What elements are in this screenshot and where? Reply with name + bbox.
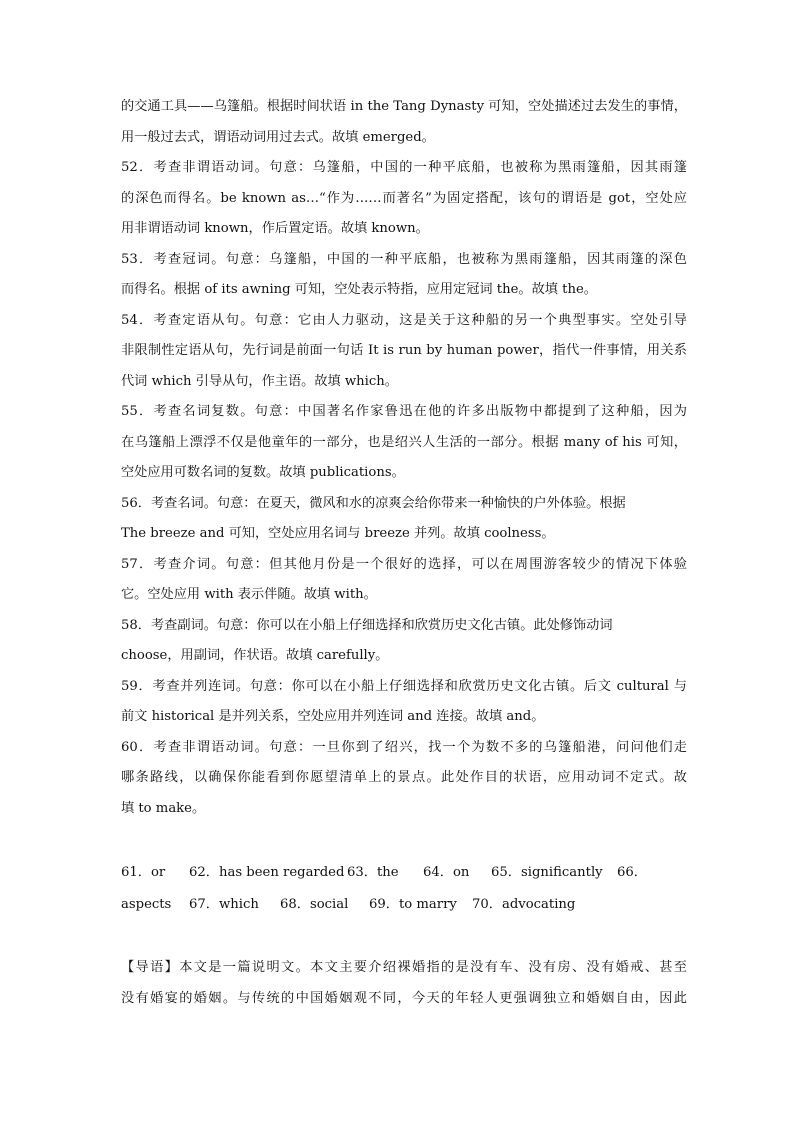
answer-row-1 <box>121 857 687 889</box>
explanation-line: choose，用副词，作状语。故填 carefully。 <box>121 648 389 663</box>
answer-65: 65．significantly <box>491 865 603 880</box>
explanation-line: 而得名。根据 of its awning 可知，空处表示特指，应用定冠词 the。故填 the。 <box>121 282 597 297</box>
explanation-line: 59．考查并列连词。句意：你可以在小船上仔细选择和欣赏历史文化古镇。后文 cultural 与 <box>121 678 687 694</box>
answer-69: 69．to marry <box>369 897 457 912</box>
explanation-line: 前文 historical 是并列关系，空处应用并列连词 and 连接。故填 and。 <box>121 709 545 724</box>
answer-63: 63．the <box>347 865 399 880</box>
answer-68: 68．social <box>280 897 349 912</box>
explanation-line: 56．考查名词。句意：在夏天，微风和水的凉爽会给你带来一种愉快的户外体验。根据 <box>121 495 626 511</box>
guide-paragraph <box>121 953 687 1014</box>
answer-explanations <box>121 92 687 824</box>
explanation-line: 填 to make。 <box>121 800 206 816</box>
explanation-line: 57．考查介词。句意：但其他月份是一个很好的选择，可以在周围游客较少的情况下体验 <box>121 556 687 572</box>
answer-62: 62．has been regarded <box>189 865 345 880</box>
explanation-line: 代词 which 引导从句，作主语。故填 which。 <box>121 373 398 389</box>
answer-70: 70．advocating <box>472 897 576 912</box>
explanation-line: 60．考查非谓语动词。句意：一旦你到了绍兴，找一个为数不多的乌篷船港，问问他们走 <box>121 739 687 755</box>
explanation-line: 空处应用可数名词的复数。故填 publications。 <box>121 465 405 480</box>
explanation-line: 的交通工具——乌篷船。根据时间状语 in the Tang Dynasty 可知，空处描述过去发生的事情， <box>121 99 687 114</box>
explanation-line: 非限制性定语从句，先行词是前面一句话 It is run by human power，指代一件事情，用关系 <box>121 343 687 358</box>
explanation-line: 55．考查名词复数。句意：中国著名作家鲁迅在他的许多出版物中都提到了这种船，因为 <box>121 404 687 419</box>
guide-line: 没有婚宴的婚姻。与传统的中国婚姻观不同，今天的年轻人更强调独立和婚姻自由，因此 <box>121 990 687 1006</box>
explanation-line: 它。空处应用 with 表示伴随。故填 with。 <box>121 587 377 602</box>
explanation-line: 哪条路线，以确保你能看到你愿望清单上的景点。此处作目的状语，应用动词不定式。故 <box>121 770 687 785</box>
answer-64: 64．on <box>423 865 470 880</box>
answer-61: 61．or <box>121 865 166 880</box>
explanation-line: The breeze and 可知，空处应用名词与 breeze 并列。故填 coolness。 <box>121 526 555 541</box>
answer-66-cont: aspects <box>121 897 172 912</box>
explanation-line: 在乌篷船上漂浮不仅是他童年的一部分，也是绍兴人生活的一部分。根据 many of his 可知， <box>121 434 687 450</box>
explanation-line: 54．考查定语从句。句意：它由人力驱动，这是关于这种船的另一个典型事实。空处引导 <box>121 312 687 328</box>
explanation-line: 58．考查副词。句意：你可以在小船上仔细选择和欣赏历史文化古镇。此处修饰动词 <box>121 617 613 633</box>
guide-line: 【导语】本文是一篇说明文。本文主要介绍裸婚指的是没有车、没有房、没有婚戒、甚至 <box>121 960 687 975</box>
explanation-line: 的深色而得名。be known as…“作为……而著名”为固定搭配，该句的谓语是 got，空处应 <box>121 190 687 206</box>
answer-67: 67．which <box>189 897 259 912</box>
explanation-line: 52．考查非谓语动词。句意：乌篷船，中国的一种平底船，也被称为黑雨篷船，因其雨篷 <box>121 160 687 175</box>
explanation-line: 用一般过去式，谓语动词用过去式。故填 emerged。 <box>121 129 435 145</box>
answer-66: 66． <box>617 865 647 880</box>
answer-key <box>121 857 687 921</box>
explanation-line: 用非谓语动词 known，作后置定语。故填 known。 <box>121 221 429 236</box>
answer-row-2 <box>121 889 687 921</box>
explanation-line: 53．考查冠词。句意：乌篷船，中国的一种平底船，也被称为黑雨篷船，因其雨篷的深色 <box>121 251 687 267</box>
